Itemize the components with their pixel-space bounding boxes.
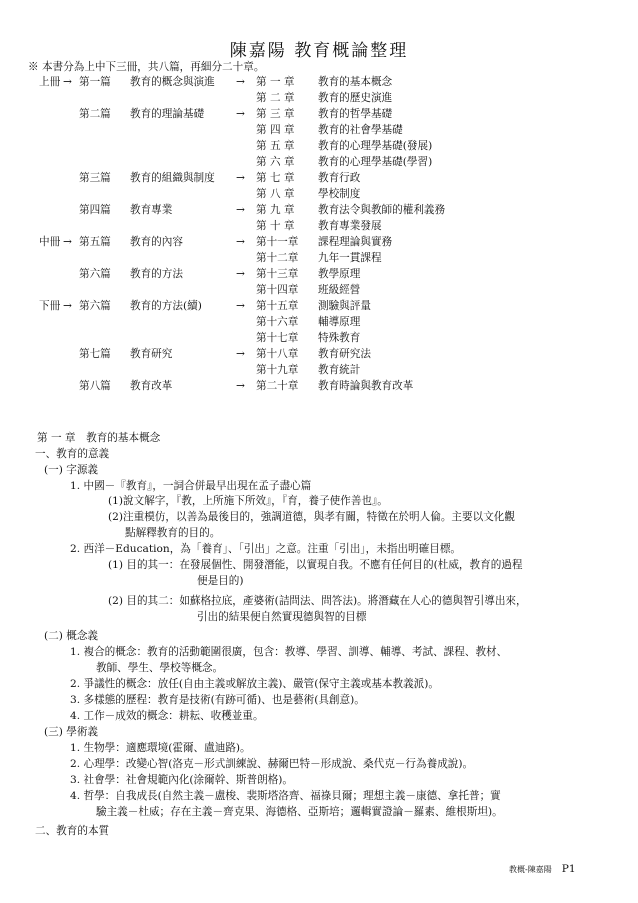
list-item: 4. 哲學：自我成長(自然主義－盧梭、裴斯塔洛齊、福祿貝爾；理想主義－康德、拿托普；實 bbox=[70, 790, 501, 802]
outline-chapter-name: 教育專業發展 bbox=[318, 220, 382, 232]
list-item: 2. 心理學：改變心智(洛克－形式訓練說、赫爾巴特－形成說、桑代克－行為養成說)。 bbox=[70, 758, 474, 770]
outline-chapter-name: 教育時論與教育改革 bbox=[318, 380, 414, 392]
page-footer bbox=[509, 863, 576, 875]
outline-part-number: 第四篇 bbox=[79, 204, 111, 216]
arrow-icon: → bbox=[236, 300, 245, 312]
subsection-heading: (一) 字源義 bbox=[44, 464, 99, 476]
list-item: 4. 工作－成效的概念：耕耘、收穫並重。 bbox=[70, 710, 264, 722]
outline-chapter-name: 課程理論與實務 bbox=[318, 236, 393, 248]
arrow-icon: → bbox=[63, 300, 72, 312]
outline-chapter-number: 第 九 章 bbox=[256, 204, 295, 216]
arrow-icon: → bbox=[236, 108, 245, 120]
outline-part-name: 教育的理論基礎 bbox=[130, 108, 205, 120]
outline-chapter-name: 教育的基本概念 bbox=[318, 76, 393, 88]
outline-chapter-name: 教育的歷史演進 bbox=[318, 92, 393, 104]
outline-chapter-number: 第十五章 bbox=[256, 300, 299, 312]
outline-part-number: 第三篇 bbox=[79, 172, 111, 184]
list-item: 1. 生物學：適應環境(霍爾、盧迪路)。 bbox=[70, 742, 251, 754]
arrow-icon: → bbox=[236, 236, 245, 248]
outline-chapter-name: 教育的心理學基礎(學習) bbox=[318, 156, 433, 168]
outline-chapter-number: 第十七章 bbox=[256, 332, 299, 344]
arrow-icon: → bbox=[236, 348, 245, 360]
list-item-cont: 便是目的) bbox=[197, 575, 244, 587]
list-item: (1) 目的其一：在發展個性、開發潛能，以實現自我。不應有任何目的(杜威，教育的過程 bbox=[108, 559, 523, 571]
list-item-cont: 引出的結果便自然實現德與智的目標 bbox=[197, 611, 367, 623]
outline-volume: 上冊 bbox=[39, 76, 61, 88]
outline-part-name: 教育的概念與演進 bbox=[130, 76, 215, 88]
outline-chapter-number: 第十四章 bbox=[256, 284, 299, 296]
outline-chapter-name: 特殊教育 bbox=[318, 332, 361, 344]
outline-chapter-name: 教育統計 bbox=[318, 364, 361, 376]
list-item-cont: 驗主義－杜威；存在主義－齊克果、海德格、亞斯培；邏輯實證論－羅素、維根斯坦)。 bbox=[96, 806, 503, 818]
outline-part-name: 教育研究 bbox=[130, 348, 173, 360]
outline-part-number: 第二篇 bbox=[79, 108, 111, 120]
section-heading: 一、教育的意義 bbox=[35, 448, 110, 460]
list-item: 2. 西洋－Education，為「養育」、「引出」之意。注重「引出」，未指出明確目標。 bbox=[70, 543, 462, 555]
outline-chapter-number: 第 八 章 bbox=[256, 188, 295, 200]
list-item: 1. 複合的概念：教育的活動範圍很廣，包含：教導、學習、訓導、輔導、考試、課程、教材、 bbox=[70, 646, 508, 658]
list-item-cont: 點解釋教育的目的。 bbox=[125, 527, 221, 539]
page-title: 陳嘉陽 教育概論整理 bbox=[229, 41, 409, 61]
outline-chapter-number: 第十一章 bbox=[256, 236, 299, 248]
outline-volume: 中冊 bbox=[39, 236, 61, 248]
outline-chapter-name: 教育行政 bbox=[318, 172, 361, 184]
outline-chapter-number: 第十二章 bbox=[256, 252, 299, 264]
outline-chapter-number: 第十三章 bbox=[256, 268, 299, 280]
intro-note: ※ 本書分為上中下三冊，共八篇，再細分二十章。 bbox=[28, 61, 265, 73]
outline-chapter-number: 第二十章 bbox=[256, 380, 299, 392]
list-item: (2) 目的其二：如蘇格拉底，產婆術(詰問法、問答法)。將潛藏在人心的德與智引導出來， bbox=[108, 595, 527, 607]
footer-label: 教概-陳嘉陽 bbox=[509, 865, 552, 874]
outline-part-number: 第六篇 bbox=[79, 300, 111, 312]
outline-part-number: 第六篇 bbox=[79, 268, 111, 280]
outline-chapter-number: 第十八章 bbox=[256, 348, 299, 360]
outline-chapter-number: 第 二 章 bbox=[256, 92, 295, 104]
outline-chapter-name: 教育的哲學基礎 bbox=[318, 108, 393, 120]
outline-part-name: 教育的組織與制度 bbox=[130, 172, 215, 184]
outline-part-name: 教育的方法(續) bbox=[130, 300, 202, 312]
section-heading: 二、教育的本質 bbox=[35, 825, 110, 837]
outline-chapter-name: 教育的心理學基礎(發展) bbox=[318, 140, 433, 152]
outline-chapter-name: 學校制度 bbox=[318, 188, 361, 200]
outline-chapter-name: 教育法令與教師的權利義務 bbox=[318, 204, 446, 216]
list-item: (2)注重模仿，以善為最後目的，強調道德，與孝有關，特徵在於明人倫。主要以文化觀 bbox=[108, 511, 515, 523]
arrow-icon: → bbox=[63, 236, 72, 248]
list-item: 1. 中國－『教育』，一詞合併最早出現在孟子盡心篇 bbox=[70, 480, 312, 492]
outline-part-number: 第五篇 bbox=[79, 236, 111, 248]
outline-chapter-number: 第 五 章 bbox=[256, 140, 295, 152]
outline-volume: 下冊 bbox=[39, 300, 61, 312]
arrow-icon: → bbox=[236, 76, 245, 88]
outline-chapter-number: 第 六 章 bbox=[256, 156, 295, 168]
subsection-heading: (二) 概念義 bbox=[44, 630, 99, 642]
subsection-heading: (三) 學術義 bbox=[44, 726, 99, 738]
outline-chapter-name: 教育研究法 bbox=[318, 348, 371, 360]
outline-chapter-number: 第 十 章 bbox=[256, 220, 295, 232]
outline-chapter-number: 第 一 章 bbox=[256, 76, 295, 88]
outline-chapter-number: 第十六章 bbox=[256, 316, 299, 328]
outline-part-number: 第七篇 bbox=[79, 348, 111, 360]
outline-chapter-number: 第 四 章 bbox=[256, 124, 295, 136]
list-item: (1)說文解字，『教，上所施下所效』，『育，養子使作善也』。 bbox=[108, 495, 388, 507]
outline-part-number: 第八篇 bbox=[79, 380, 111, 392]
list-item-cont: 教師、學生、學校等概念。 bbox=[96, 662, 224, 674]
outline-chapter-number: 第十九章 bbox=[256, 364, 299, 376]
arrow-icon: → bbox=[236, 268, 245, 280]
list-item: 3. 多樣態的歷程：教育是技術(有跡可循)、也是藝術(具創意)。 bbox=[70, 694, 365, 706]
outline-chapter-name: 輔導原理 bbox=[318, 316, 361, 328]
page-number: P1 bbox=[561, 863, 576, 875]
outline-chapter-name: 教育的社會學基礎 bbox=[318, 124, 403, 136]
outline-part-name: 教育專業 bbox=[130, 204, 173, 216]
outline-chapter-name: 測驗與評量 bbox=[318, 300, 371, 312]
outline-chapter-number: 第 三 章 bbox=[256, 108, 295, 120]
arrow-icon: → bbox=[236, 172, 245, 184]
list-item: 3. 社會學：社會規範內化(涂爾幹、斯普朗格)。 bbox=[70, 774, 294, 786]
outline-chapter-name: 教學原理 bbox=[318, 268, 361, 280]
outline-chapter-number: 第 七 章 bbox=[256, 172, 295, 184]
arrow-icon: → bbox=[236, 380, 245, 392]
chapter-heading: 第 一 章 教育的基本概念 bbox=[37, 432, 161, 444]
outline-part-name: 教育的方法 bbox=[130, 268, 183, 280]
arrow-icon: → bbox=[63, 76, 72, 88]
outline-chapter-name: 班級經營 bbox=[318, 284, 361, 296]
outline-part-number: 第一篇 bbox=[79, 76, 111, 88]
outline-part-name: 教育的內容 bbox=[130, 236, 183, 248]
outline-chapter-name: 九年一貫課程 bbox=[318, 252, 382, 264]
list-item: 2. 爭議性的概念：放任(自由主義或解放主義)、嚴管(保守主義或基本教義派)。 bbox=[70, 678, 440, 690]
arrow-icon: → bbox=[236, 204, 245, 216]
outline-part-name: 教育改革 bbox=[130, 380, 173, 392]
